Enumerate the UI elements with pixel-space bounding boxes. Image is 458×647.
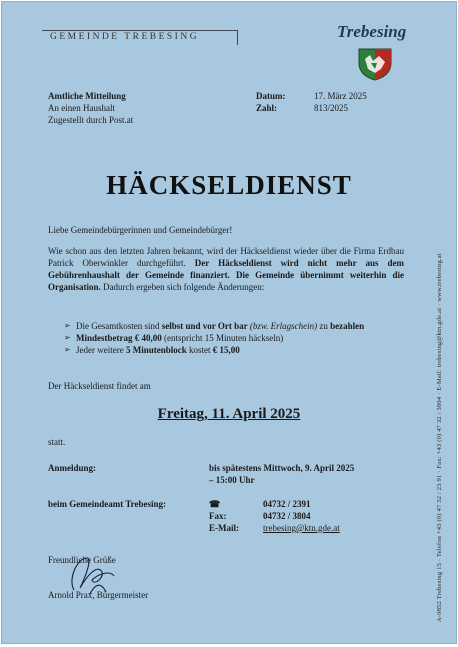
- b1-text: Die Gesamtkosten sind: [76, 321, 162, 331]
- change-list: [64, 320, 404, 356]
- notice-type: Amtliche Mitteilung: [48, 91, 126, 101]
- contact-label: beim Gemeindeamt Trebesing:: [48, 499, 166, 509]
- contact-values: [263, 498, 340, 534]
- meta-values: [314, 90, 367, 114]
- telephone-icon: ☎: [209, 499, 221, 509]
- date-value: 17. März 2025: [314, 91, 367, 101]
- b1-bold2: bezahlen: [330, 321, 365, 331]
- greeting: Liebe Gemeindebürgerinnen und Gemeindebürger!: [48, 225, 233, 235]
- date-label: Datum:: [256, 91, 286, 101]
- list-item: [64, 344, 404, 356]
- event-date: Freitag, 11. April 2025: [157, 406, 301, 422]
- fax-label: Fax:: [209, 511, 227, 521]
- b2-post: (entspricht 15 Minuten häckseln): [161, 333, 284, 343]
- email-link[interactable]: trebesing@ktn.gde.at: [263, 523, 340, 533]
- coat-of-arms-icon: [357, 47, 393, 81]
- closing-greeting: Freundliche Grüße: [48, 555, 116, 565]
- page-title: HÄCKSELDIENST: [106, 170, 352, 200]
- findet-am-text: Der Häckseldienst findet am: [48, 381, 151, 391]
- deadline-line2: – 15:00 Uhr: [209, 475, 255, 485]
- deadline-line1: bis spätestens Mittwoch, 9. April 2025: [209, 463, 355, 473]
- recipient-line: An einen Haushalt: [48, 103, 115, 113]
- statt-text: statt.: [48, 437, 66, 447]
- b3-bold2: € 15,00: [212, 345, 240, 355]
- b3-pre: Jeder weitere: [76, 345, 126, 355]
- intro-part1: Wie schon aus den letzten Jahren bekannt, wird der Häckseldienst wieder über die Firma Erdbau Patrick Oberwinkler durchgeführt.: [48, 246, 404, 268]
- fax-number: 04732 / 3804: [263, 511, 311, 521]
- sidebar-contact-strip: A-9852 Trebesing 15 · Telefon +43 (0) 47 32 / 23 91 · Fax: +43 (0) 47 32 / 3804 · E-Mail: trebesing@ktn.gde.at · www.trebesing.at: [436, 253, 443, 622]
- intro-bold: Der Häckseldienst wird nicht mehr aus dem Gebührenhaushalt der Gemeinde finanziert. Die Gemeinde übernimmt weiterhin die Organisation.: [48, 258, 404, 292]
- phone-number: 04732 / 2391: [263, 499, 311, 509]
- b1-italic: (bzw. Erlagschein): [247, 321, 318, 331]
- anmeldung-label: Anmeldung:: [48, 463, 97, 473]
- municipality-name: GEMEINDE TREBESING: [50, 32, 200, 42]
- b2-bold: Mindestbetrag € 40,00: [76, 333, 162, 343]
- meta-left-block: [48, 90, 133, 126]
- b1-bold: selbst und vor Ort bar: [161, 321, 248, 331]
- intro-paragraph: [48, 245, 404, 293]
- number-value: 813/2025: [314, 103, 349, 113]
- intro-part2: Dadurch ergeben sich folgende Änderungen:: [100, 282, 265, 292]
- b3-bold: 5 Minutenblock: [125, 345, 187, 355]
- b1-post: zu: [317, 321, 331, 331]
- signer-name: Arnold Prax, Bürgermeister: [48, 590, 149, 600]
- meta-labels: [256, 90, 286, 114]
- b3-post: kostet: [186, 345, 213, 355]
- list-item: [64, 320, 404, 332]
- anmeldung-deadline: [209, 462, 354, 486]
- delivery-line: Zugestellt durch Post.at: [48, 115, 134, 125]
- letter-page: [2, 2, 456, 643]
- brand-logo-text: Trebesing: [337, 22, 407, 41]
- contact-labels: [209, 498, 239, 534]
- list-item: [64, 332, 404, 344]
- number-label: Zahl:: [256, 103, 278, 113]
- email-label: E-Mail:: [209, 523, 239, 533]
